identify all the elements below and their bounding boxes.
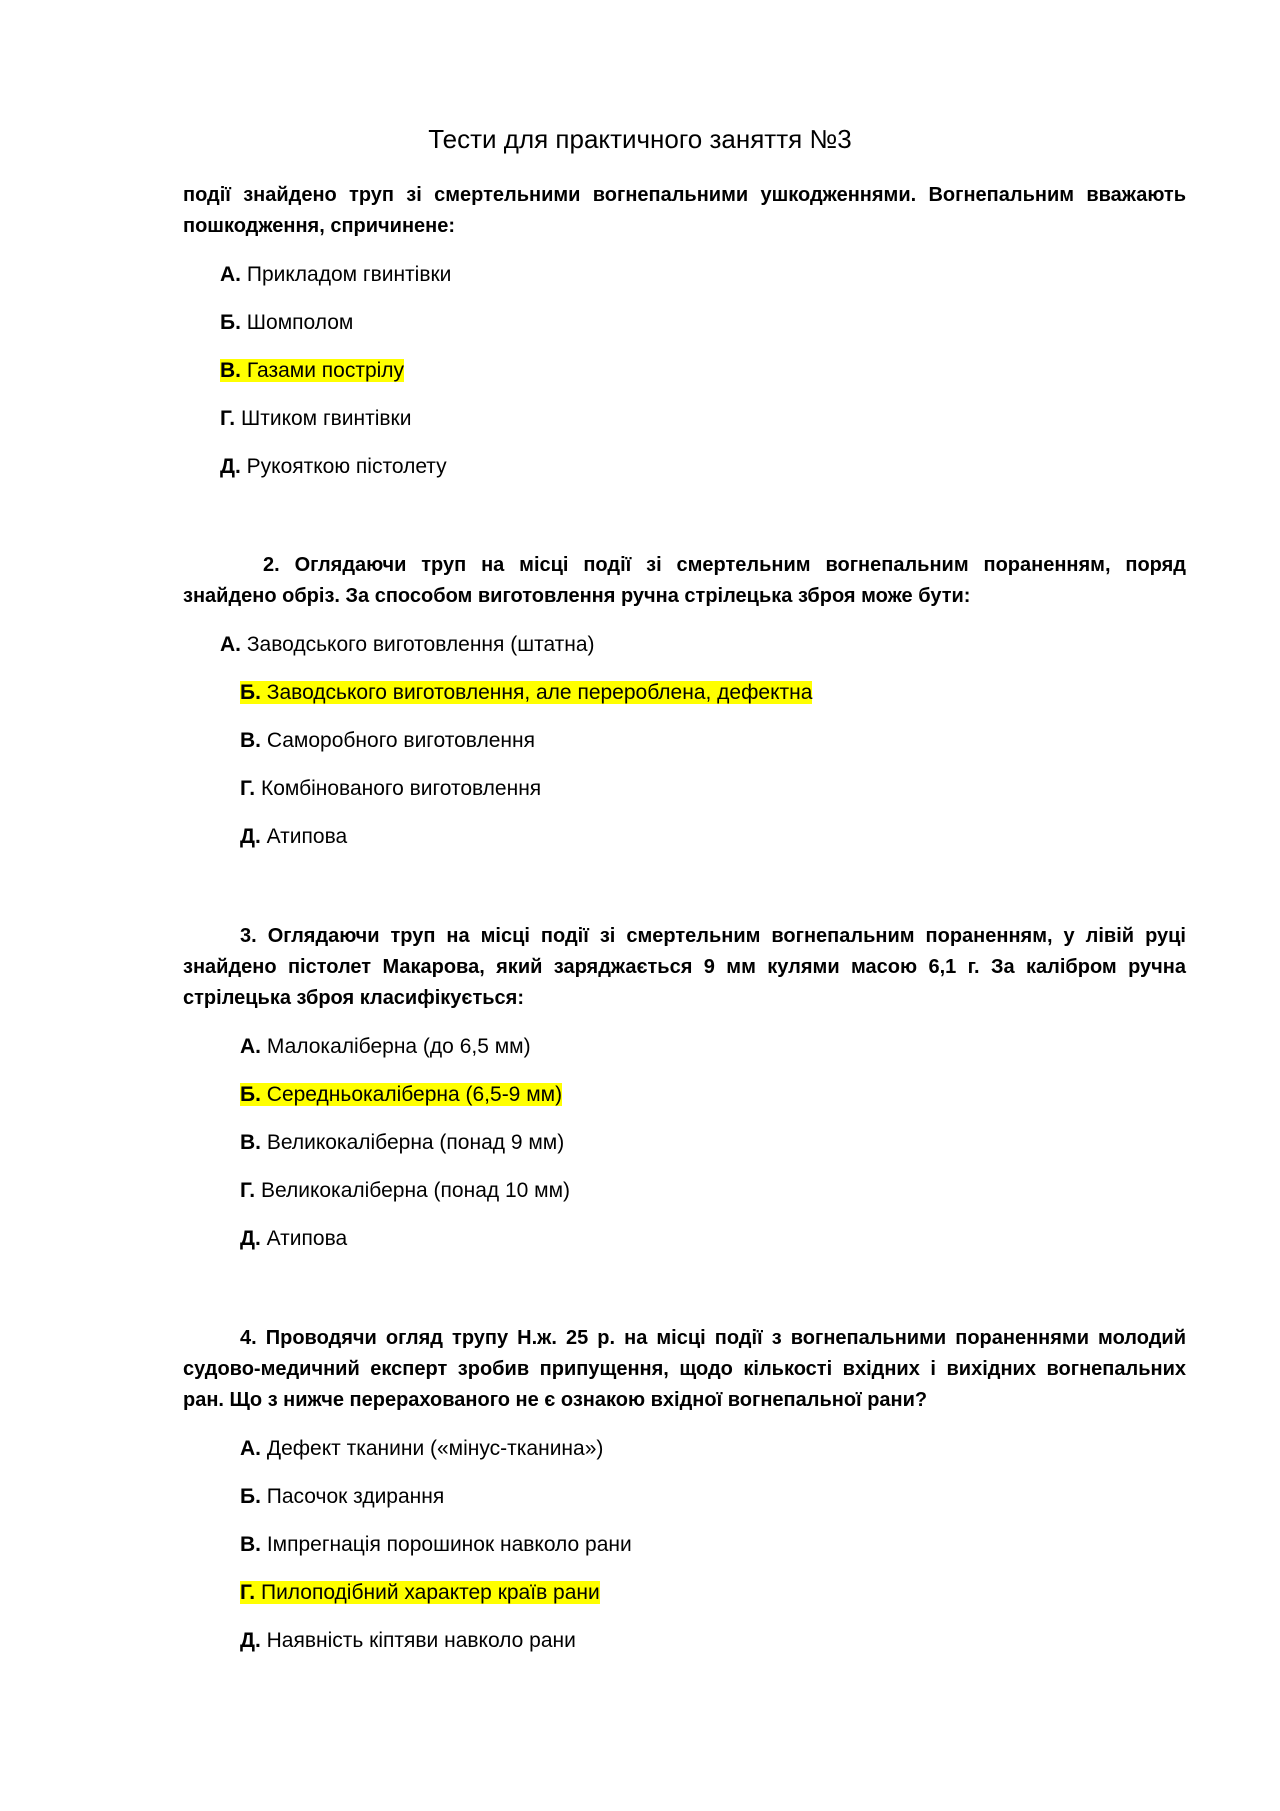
option-text: Комбінованого виготовлення	[260, 777, 542, 800]
option-letter: Б.	[240, 1083, 261, 1106]
question-2-option-a	[220, 630, 595, 659]
question-4-option-b	[240, 1482, 444, 1511]
question-2-option-c	[240, 726, 535, 755]
option-text: Наявність кіптяви навколо рани	[266, 1629, 576, 1652]
option-letter: Д.	[240, 1629, 261, 1652]
highlighted-answer	[220, 359, 404, 382]
option-text: Газами пострілу	[246, 359, 405, 382]
option-text: Шомполом	[246, 311, 354, 334]
question-4-number: 4.	[240, 1327, 257, 1349]
question-1-option-a	[220, 260, 451, 289]
question-4-option-d	[240, 1578, 600, 1607]
option-text: Пилоподібний характер країв рани	[260, 1581, 600, 1604]
option-text: Середньокаліберна (6,5-9 мм)	[266, 1083, 563, 1106]
question-2-option-d	[240, 774, 541, 803]
question-2-body: Оглядаючи труп на місці події зі смертельним вогнепальним пораненням, поряд знайдено обріз. За способом виготовлення ручна стрілецька зброя може бути:	[183, 554, 1186, 607]
question-3-text	[183, 921, 1186, 1014]
option-text: Атипова	[266, 1227, 348, 1250]
option-letter: В.	[220, 359, 241, 382]
question-3-option-b	[240, 1080, 562, 1109]
page-title: Тести для практичного заняття №3	[428, 124, 852, 154]
option-text: Великокаліберна (понад 10 мм)	[260, 1179, 571, 1202]
option-text: Атипова	[266, 825, 348, 848]
option-letter: Д.	[220, 455, 241, 478]
option-letter: Г.	[240, 1179, 256, 1202]
question-1-option-e	[220, 452, 447, 481]
option-letter: Г.	[220, 407, 236, 430]
option-letter: Г.	[240, 777, 256, 800]
question-3-option-d	[240, 1176, 570, 1205]
option-letter: Б.	[240, 1485, 261, 1508]
question-1-body: події знайдено труп зі смертельними вогнепальними ушкодженнями. Вогнепальним вважають пошкодження, спричинене:	[183, 184, 1186, 237]
question-4-text	[183, 1323, 1186, 1416]
question-4-option-a	[240, 1434, 603, 1463]
option-text: Рукояткою пістолету	[246, 455, 447, 478]
option-letter: А.	[240, 1437, 261, 1460]
question-1-option-d	[220, 404, 411, 433]
question-3-option-e	[240, 1224, 347, 1253]
option-text: Саморобного виготовлення	[266, 729, 535, 752]
option-text: Заводського виготовлення (штатна)	[246, 633, 595, 656]
highlighted-answer	[240, 681, 812, 704]
option-letter: А.	[220, 633, 241, 656]
option-letter: В.	[240, 1131, 261, 1154]
option-letter: А.	[220, 263, 241, 286]
highlighted-answer	[240, 1083, 562, 1106]
option-text: Малокаліберна (до 6,5 мм)	[266, 1035, 531, 1058]
option-letter: А.	[240, 1035, 261, 1058]
question-1-text	[183, 180, 1186, 242]
option-text: Заводського виготовлення, але перероблена, дефектна	[266, 681, 813, 704]
option-letter: Г.	[240, 1581, 256, 1604]
option-text: Штиком гвинтівки	[240, 407, 412, 430]
question-4-option-e	[240, 1626, 576, 1655]
option-letter: Д.	[240, 825, 261, 848]
option-text: Імпрегнація порошинок навколо рани	[266, 1533, 632, 1556]
option-letter: В.	[240, 729, 261, 752]
question-3-number: 3.	[240, 925, 257, 947]
option-text: Пасочок здирання	[266, 1485, 445, 1508]
option-text: Дефект тканини («мінус-тканина»)	[266, 1437, 604, 1460]
highlighted-answer	[240, 1581, 600, 1604]
option-letter: Б.	[240, 681, 261, 704]
option-letter: Д.	[240, 1227, 261, 1250]
option-letter: Б.	[220, 311, 241, 334]
question-1-option-c	[220, 356, 404, 385]
question-2-number: 2.	[263, 554, 280, 576]
question-2-option-e	[240, 822, 347, 851]
question-3-option-c	[240, 1128, 564, 1157]
question-2-option-b	[240, 678, 812, 707]
question-2-text	[183, 550, 1186, 612]
question-3-option-a	[240, 1032, 531, 1061]
question-4-body: Проводячи огляд трупу Н.ж. 25 р. на місці події з вогнепальними пораненнями молодий судово-медичний експерт зробив припущення, щодо кількості вхідних і вихідних вогнепальних ран. Що з нижче перерахованого не є ознакою вхідної вогнепальної рани?	[183, 1327, 1186, 1411]
option-text: Прикладом гвинтівки	[246, 263, 452, 286]
question-4-option-c	[240, 1530, 632, 1559]
option-text: Великокаліберна (понад 9 мм)	[266, 1131, 565, 1154]
question-1-option-b	[220, 308, 353, 337]
option-letter: В.	[240, 1533, 261, 1556]
question-3-body: Оглядаючи труп на місці події зі смертельним вогнепальним пораненням, у лівій руці знайдено пістолет Макарова, який заряджається 9 мм кулями масою 6,1 г. За калібром ручна стрілецька зброя класифікується:	[183, 925, 1186, 1009]
